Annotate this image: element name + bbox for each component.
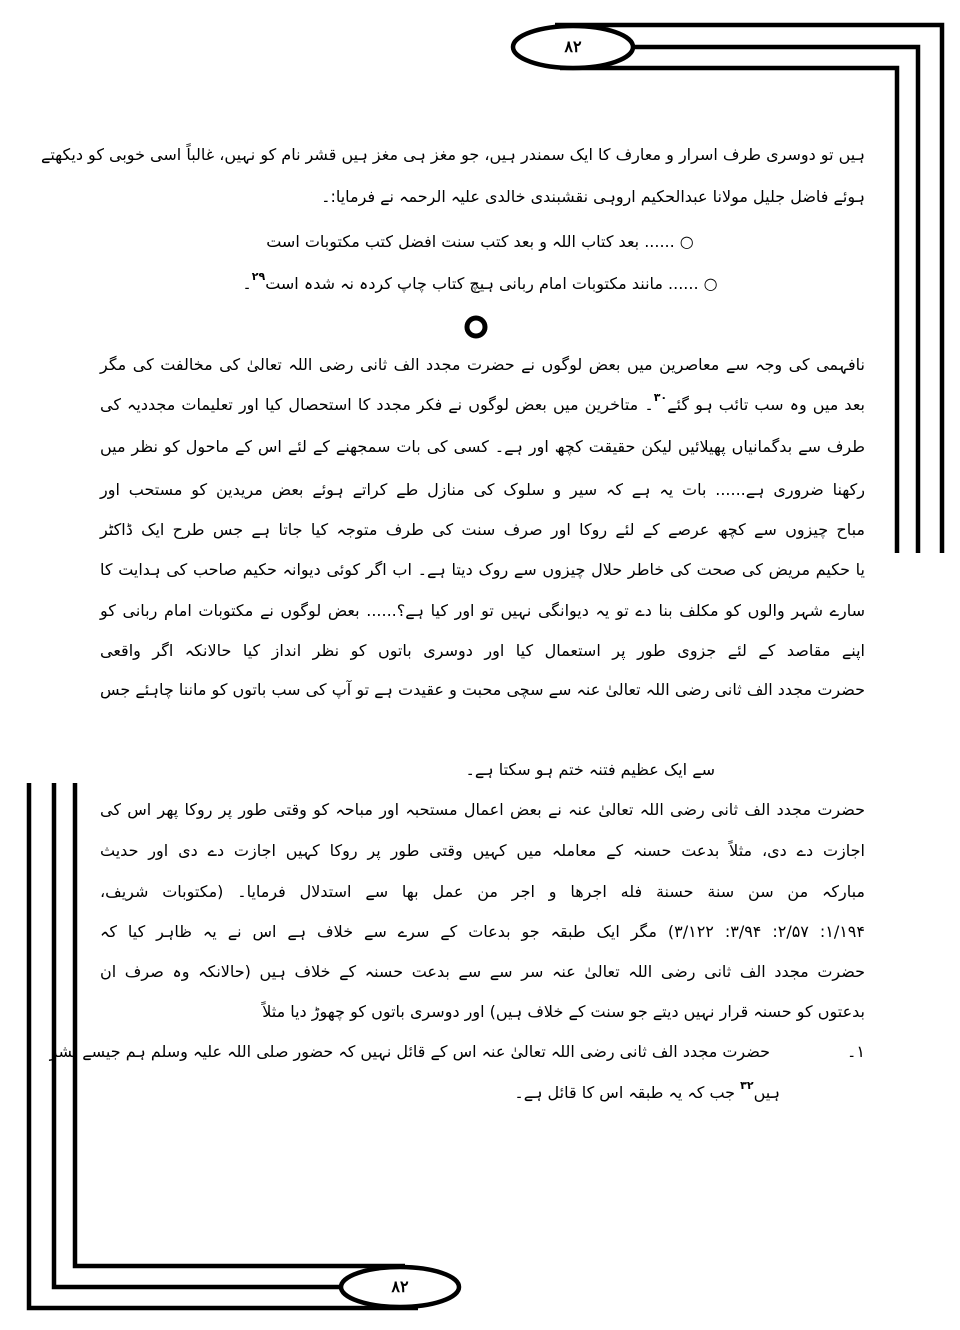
text-line: طرف سے بدگمانیاں پھیلائیں لیکن حقیقت کچھ اور ہے۔ کسی کی بات سمجھنے کے لئے اس کے ماحول کو نظر میں <box>100 437 865 456</box>
quote-line: ○ ...... بعد کتاب اللہ و بعد کتب سنت افضل کتب مکتوبات است <box>266 232 694 251</box>
text-segment: ہیں <box>753 1083 780 1102</box>
text-line: اجازت دے دی، مثلاً بدعت حسنہ کے معاملہ میں کہیں وقتی طور پر روکا کہیں اجازت دے دی اور حدیث <box>100 841 865 860</box>
text-segment: ۔ متاخرین میں بعض لوگوں نے فکر مجدد کا استحصال کیا اور تعلیمات مجددیہ کی <box>100 395 654 414</box>
text-line: مباح چیزوں سے کچھ عرصے کے لئے روکا اور صرف سنت کی طرف متوجہ کیا جاتا ہے جس طرح ایک ڈاکٹر <box>100 520 865 539</box>
page-number-bottom: ۸۲ <box>391 1277 409 1296</box>
list-number: ۱۔ <box>847 1042 865 1061</box>
text-line: سارے شہر والوں کو مکلف بنا دے تو یہ دیوانگی نہیں تو اور کیا ہے؟...... بعض لوگوں نے مکتوبات امام ربانی کو <box>100 601 865 620</box>
list-item-text: حضرت مجدد الف ثانی رضی اللہ تعالیٰ عنہ اس کے قائل نہیں کہ حضور صلی اللہ علیہ وسلم ہم جیسے بشر <box>49 1042 770 1061</box>
quote-text: ○ ...... مانند مکتوبات امام ربانی ہیچ کتاب چاپ کردہ نہ شدہ است <box>265 274 718 293</box>
text-line: حضرت مجدد الف ثانی رضی اللہ تعالیٰ عنہ سر سے سے بدعت حسنہ کے خلاف ہیں (حالانکہ وہ صرف ان <box>100 962 865 981</box>
quote-line <box>0 272 960 296</box>
full-stop: ۔ <box>242 274 252 293</box>
text-line: مبارکہ من سن سنة حسنة فله اجرها و اجر من عمل بها سے استدلال فرمایا۔ (مکتوبات شریف، <box>100 882 865 901</box>
footnote-marker: ۳۲ <box>740 1079 754 1092</box>
text-line: حضرت مجدد الف ثانی رضی اللہ تعالیٰ عنہ نے بعض اعمال مستحبہ اور مباحہ کو وقتی طور پر روکا پھر اس کی <box>100 800 865 819</box>
text-line: اپنے مقاصد کے لئے جزوی طور پر استعمال کیا اور دوسری باتوں کو نظر انداز کیا حالانکہ اگر واقعی <box>100 641 865 660</box>
text-line: ۱/۱۹۴: ۲/۵۷: ۳/۹۴: ۳/۱۲۲) مگر ایک طبقہ جو بدعات کے سرے سے خلاف ہے اس نے یہ ظاہر کیا کہ <box>100 922 865 941</box>
text-line: یا حکیم مریض کی صحت کی خاطر حلال چیزوں سے روک دیتا ہے۔ اب اگر کوئی دیوانہ حکیم صاحب کی ہدایت کا <box>100 560 865 579</box>
text-line: حضرت مجدد الف ثانی رضی اللہ تعالیٰ عنہ سے سچی محبت و عقیدت ہے تو آپ کی سب باتوں کو ماننا چاہئے جس <box>100 680 865 699</box>
text-line: نافہمی کی وجہ سے معاصرین میں بعض لوگوں نے حضرت مجدد الف ثانی رضی اللہ تعالیٰ کی مخالفت کی مگر <box>100 355 865 374</box>
text-segment: جب کہ یہ طبقہ اس کا قائل ہے۔ <box>514 1083 736 1102</box>
footnote-marker: ۳۰ <box>653 391 668 404</box>
text-line: رکھنا ضروری ہے...... بات یہ ہے کہ سیر و سلوک کی منازل طے کراتے ہوئے بعض مریدین کو مستحب اور <box>100 480 865 499</box>
page-number-top: ۸۲ <box>564 37 582 56</box>
text-line: ہیں تو دوسری طرف اسرار و معارف کا ایک سمندر ہیں، جو مغز ہی مغز ہیں قشر نام کو نہیں، غالباً اسی خوبی کو دیکھتے <box>40 145 865 164</box>
text-segment: بعد میں وہ سب تائب ہو گئے <box>667 395 866 414</box>
text-line: بدعتوں کو حسنہ قرار نہیں دیتے جو سنت کے خلاف ہیں) اور دوسری باتوں کو چھوڑ دیا مثلاً <box>262 1002 865 1021</box>
text-line: ہوئے فاضل جلیل مولانا عبدالحکیم اروہی نقشبندی خالدی علیہ الرحمہ نے فرمایا:۔ <box>321 187 865 206</box>
text-line <box>100 393 865 417</box>
text-line: سے ایک عظیم فتنہ ختم ہو سکتا ہے۔ <box>465 760 715 779</box>
footnote-marker: ۲۹ <box>251 270 266 283</box>
list-item-text <box>514 1081 780 1105</box>
section-divider-ornament <box>467 318 485 336</box>
